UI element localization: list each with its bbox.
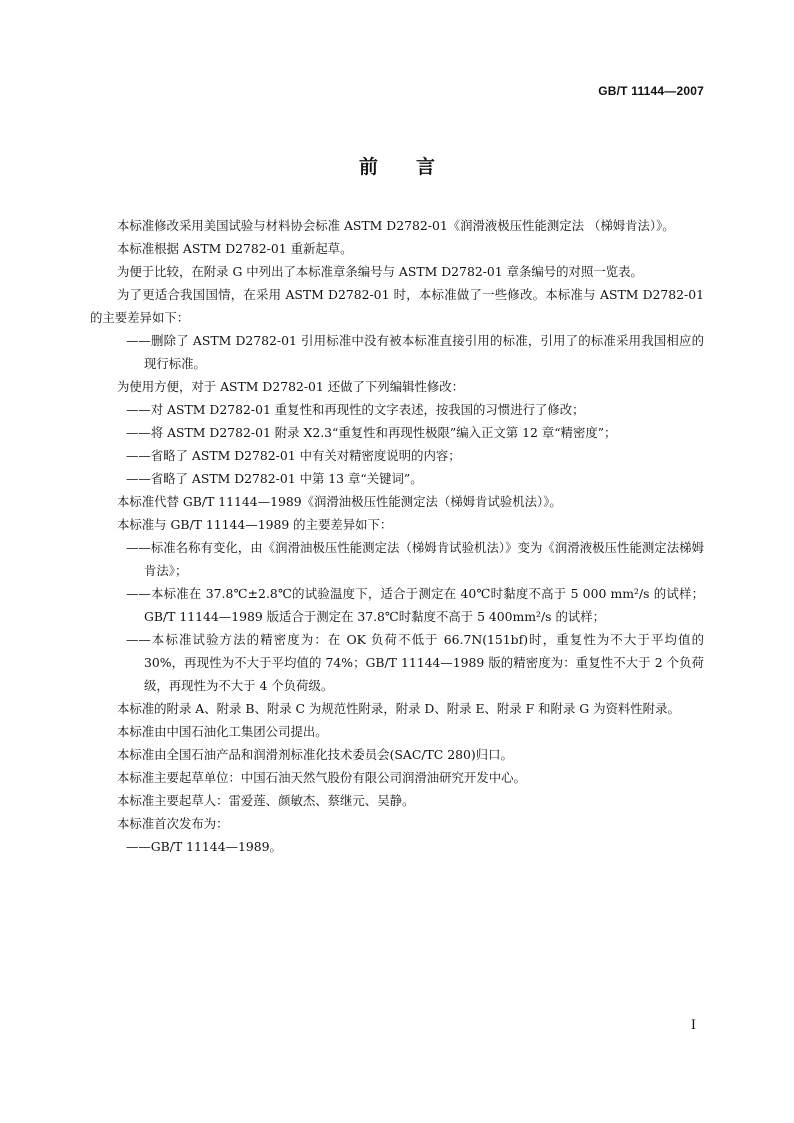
paragraph: 本标准主要起草人：雷爱莲、颜敏杰、蔡继元、吴静。 <box>117 793 415 808</box>
list-item: ——对 ASTM D2782-01 重复性和再现性的文字表述，按我国的习惯进行了修改； <box>126 402 585 417</box>
paragraph: 本标准修改采用美国试验与材料协会标准 ASTM D2782-01《润滑液极压性能测定法 （梯姆肯法）》。 <box>117 218 675 233</box>
list-item: ——标准名称有变化，由《润滑油极压性能测定法（梯姆肯试验机法）》变为《润滑液极压性能测定法梯姆肯法》； <box>126 540 704 578</box>
list-item: ——将 ASTM D2782-01 附录 X2.3“重复性和再现性极限”编入正文第 12 章“精密度”； <box>126 425 617 440</box>
paragraph: 本标准由全国石油产品和润滑剂标准化技术委员会(SAC/TC 280)归口。 <box>117 747 513 762</box>
paragraph: 为了更适合我国国情，在采用 ASTM D2782-01 时，本标准做了一些修改。本标准与 ASTM D2782-01 的主要差异如下： <box>90 287 704 325</box>
standard-code: GB/T 11144—2007 <box>598 84 704 98</box>
paragraph: 本标准代替 GB/T 11144—1989《润滑油极压性能测定法（梯姆肯试验机法）》。 <box>117 494 562 509</box>
page-number: I <box>690 1018 696 1033</box>
paragraph: 为使用方便，对于 ASTM D2782-01 还做了下列编辑性修改： <box>117 379 465 394</box>
paragraph: 本标准根据 ASTM D2782-01 重新起草。 <box>117 241 353 256</box>
list-item: ——本标准试验方法的精密度为：在 OK 负荷不低于 66.7N(151bf)时，重复性为不大于平均值的 30%，再现性为不大于平均值的 74%；GB/T 11144—1989 版的精密度为：重复性不大于 2 个负荷级，再现性为不大于 4 个负荷级。 <box>126 632 704 693</box>
paragraph: 本标准主要起草单位：中国石油天然气股份有限公司润滑油研究开发中心。 <box>117 770 526 785</box>
list-item: ——本标准在 37.8℃±2.8℃的试验温度下，适合于测定在 40℃时黏度不高于 5 000 mm²/s 的试样；GB/T 11144—1989 版适合于测定在 37.8℃时黏度不高于 5 400mm²/s 的试样； <box>126 586 704 624</box>
foreword-body <box>90 214 704 858</box>
paragraph: 为便于比较，在附录 G 中列出了本标准章条编号与 ASTM D2782-01 章条编号的对照一览表。 <box>117 264 643 279</box>
paragraph: 本标准的附录 A、附录 B、附录 C 为规范性附录，附录 D、附录 E、附录 F 和附录 G 为资料性附录。 <box>117 701 680 716</box>
paragraph: 本标准与 GB/T 11144—1989 的主要差异如下： <box>117 517 393 532</box>
page-title: 前言 <box>358 156 473 178</box>
paragraph: 本标准由中国石油化工集团公司提出。 <box>117 724 328 739</box>
list-item: ——省略了 ASTM D2782-01 中有关对精密度说明的内容； <box>126 448 461 463</box>
paragraph: 本标准首次发布为： <box>117 816 229 831</box>
list-item: ——GB/T 11144—1989。 <box>126 839 282 854</box>
list-item: ——删除了 ASTM D2782-01 引用标准中没有被本标准直接引用的标准，引用了的标准采用我国相应的现行标准。 <box>126 333 704 371</box>
list-item: ——省略了 ASTM D2782-01 中第 13 章“关键词”。 <box>126 471 423 486</box>
